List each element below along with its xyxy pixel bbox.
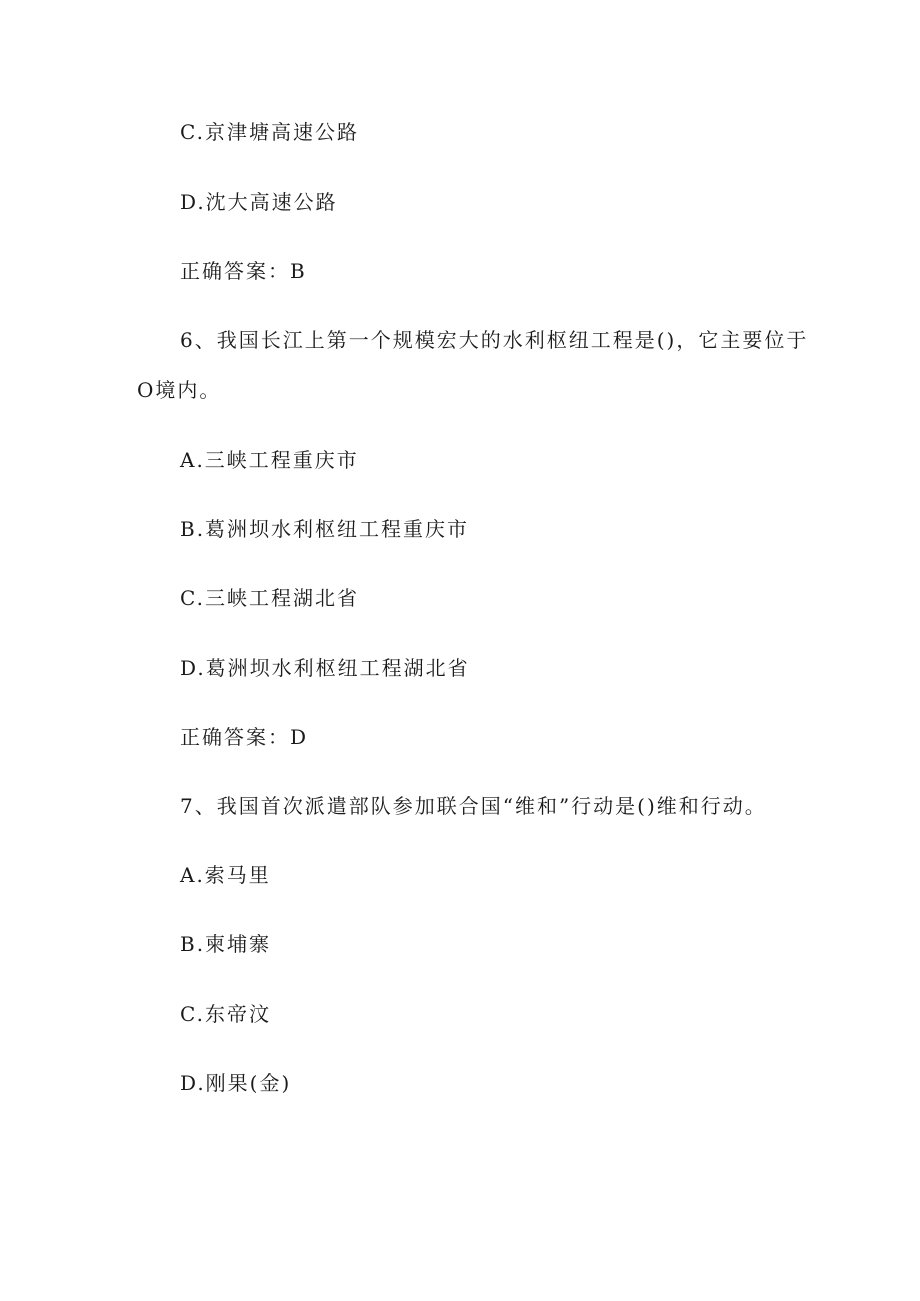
option-b: B.葛洲坝水利枢纽工程重庆市 bbox=[180, 517, 470, 541]
option-d: D.刚果(金) bbox=[180, 1071, 292, 1095]
option-a: A.三峡工程重庆市 bbox=[180, 448, 359, 472]
option-d: D.沈大高速公路 bbox=[180, 190, 338, 214]
option-c: C.东帝汶 bbox=[180, 1002, 271, 1026]
option-a: A.索马里 bbox=[180, 863, 271, 887]
option-c: C.京津塘高速公路 bbox=[180, 120, 359, 144]
question-stem: 7、我国首次派遣部队参加联合国“维和”行动是()维和行动。 bbox=[180, 794, 767, 818]
option-d: D.葛洲坝水利枢纽工程湖北省 bbox=[180, 656, 470, 680]
option-b: B.柬埔寨 bbox=[180, 932, 272, 956]
answer-line: 正确答案：B bbox=[180, 259, 307, 283]
answer-line: 正确答案：D bbox=[180, 725, 309, 749]
question-stem: 6、我国长江上第一个规模宏大的水利枢纽工程是()，它主要位于 bbox=[180, 328, 809, 352]
option-c: C.三峡工程湖北省 bbox=[180, 586, 359, 610]
question-stem-continued: O境内。 bbox=[137, 378, 222, 402]
